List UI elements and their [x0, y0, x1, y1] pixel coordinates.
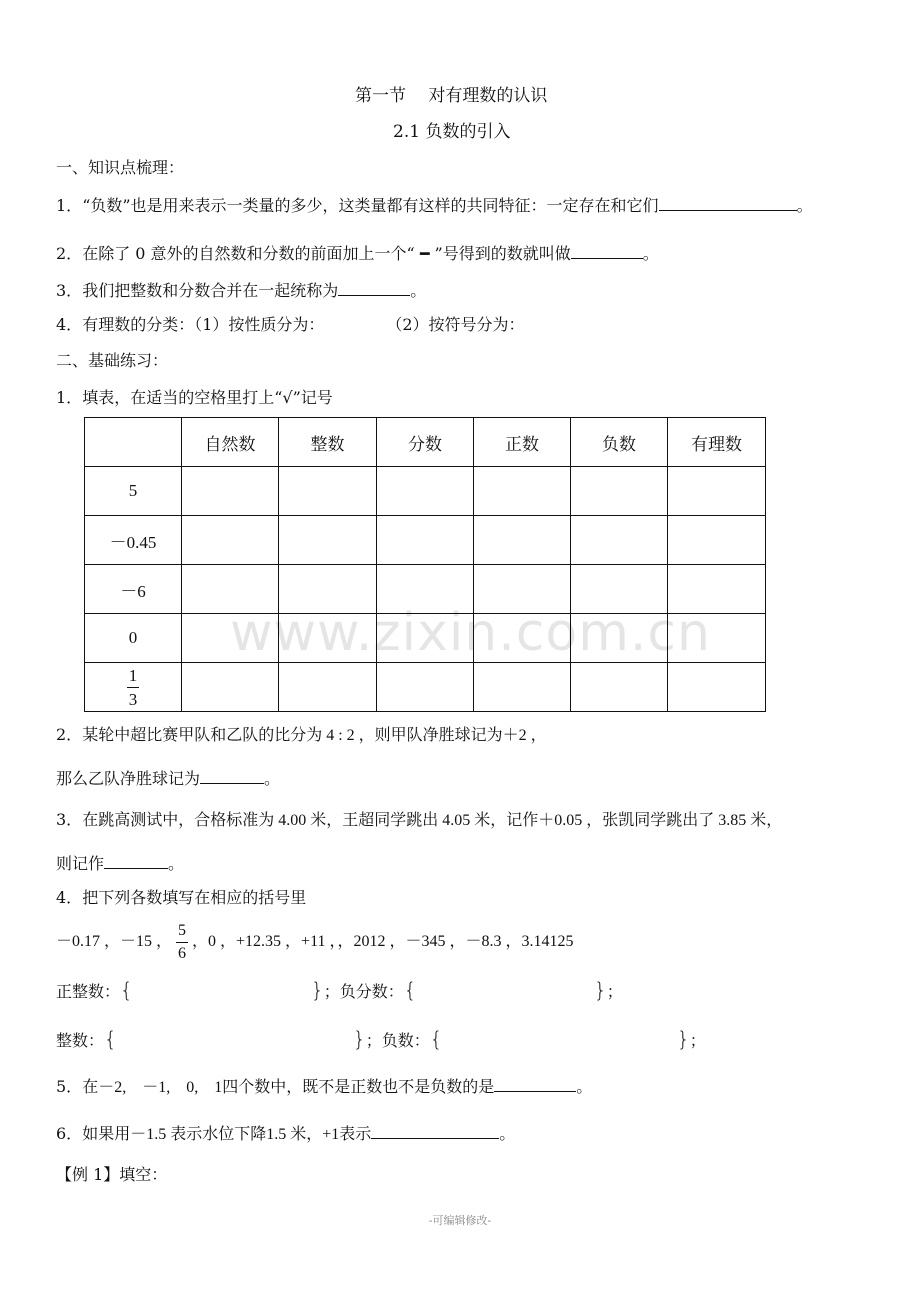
example-heading: 【例 1】填空： [56, 1165, 168, 1184]
s1-q1-blank[interactable] [659, 196, 797, 211]
s2-q4: 4．把下列各数填写在相应的括号里 [56, 888, 307, 907]
s2-q3: 3．在跳高测试中，合格标准为 4.00 米，王超同学跳出 4.05 米，记作＋0.05 ，张凯同学跳出了 3.85 米， [56, 810, 783, 829]
answer-cell[interactable] [182, 663, 279, 712]
s2-q3-line2: 则记作 。 [56, 854, 185, 873]
s2-q6: 6．如果用－1.5 表示水位下降1.5 米，+1表示 。 [56, 1124, 516, 1143]
section2-heading: 二、基础练习： [56, 351, 169, 370]
answer-cell[interactable] [279, 663, 377, 712]
answer-cell[interactable] [377, 467, 474, 516]
s1-q1: 1．“负数”也是用来表示一类量的多少，这类量都有这样的共同特征：一定存在和它们 。 [56, 196, 813, 215]
positive-integers-label: 正整数：{ [56, 978, 133, 1002]
s2-q4-numbers: －0.17 ，－15 ， $\frac{5}{6}$ ，0 ，+12.35 ，+11 ，，2012 ，－345 ，－8.3 ，3.14125 [56, 921, 574, 962]
section1-heading: 一、知识点梳理： [56, 158, 185, 177]
answer-cell[interactable] [474, 663, 571, 712]
answer-cell[interactable] [377, 663, 474, 712]
row-label-fraction: $\frac{1}{3}$ [85, 663, 182, 712]
page-title: 第一节 对有理数的认识 [355, 86, 548, 106]
answer-cell[interactable] [279, 467, 377, 516]
answer-cell[interactable] [668, 663, 766, 712]
answer-cell[interactable] [571, 663, 668, 712]
answer-cell[interactable] [668, 516, 766, 565]
table-header-cell [85, 418, 182, 467]
table-header-cell: 自然数 [182, 418, 279, 467]
s1-q2: 2．在除了 0 意外的自然数和分数的前面加上一个“ ━ ”号得到的数就叫做 。 [56, 244, 659, 263]
s1-q4: 4．有理数的分类：（1）按性质分为： （2）按符号分为： [56, 315, 525, 334]
table-row [85, 663, 766, 712]
page-footer: -可编辑修改- [428, 1214, 492, 1227]
answer-cell[interactable] [474, 516, 571, 565]
s2-q2-line2: 那么乙队净胜球记为 。 [56, 769, 281, 788]
s2-q3-blank[interactable] [104, 854, 168, 869]
s2-q5: 5．在－2, －1, 0, 1四个数中，既不是正数也不是负数的是 。 [56, 1077, 593, 1096]
table-header-cell: 整数 [279, 418, 377, 467]
table-header-cell: 分数 [377, 418, 474, 467]
answer-cell[interactable] [377, 516, 474, 565]
answer-cell[interactable] [182, 516, 279, 565]
row-label: 0 [85, 614, 182, 663]
watermark: www.zixin.com.cn [230, 603, 711, 663]
table-header-cell: 有理数 [668, 418, 766, 467]
s1-q3: 3．我们把整数和分数合并在一起统称为 。 [56, 281, 427, 300]
negative-fractions-close: }； [594, 978, 623, 1002]
answer-cell[interactable] [571, 467, 668, 516]
fraction-5-6: $\frac{5}{6}$ [178, 921, 187, 962]
negatives-close: }； [677, 1027, 706, 1051]
classification-table [84, 417, 766, 712]
row-label: －0.45 [85, 516, 182, 565]
table-header-cell: 负数 [571, 418, 668, 467]
answer-cell[interactable] [668, 467, 766, 516]
answer-cell[interactable] [279, 516, 377, 565]
s2-q1: 1．填表，在适当的空格里打上“√”记号 [56, 388, 333, 407]
s2-q6-blank[interactable] [371, 1124, 499, 1139]
s2-q2-blank[interactable] [200, 769, 264, 784]
s1-q3-blank[interactable] [338, 281, 410, 296]
table-row [85, 467, 766, 516]
table-header-row [85, 418, 766, 467]
negatives-label: }；负数：{ [353, 1027, 443, 1051]
answer-cell[interactable] [571, 516, 668, 565]
integers-label: 整数：{ [56, 1027, 117, 1051]
table-row [85, 516, 766, 565]
s1-q2-blank[interactable] [571, 244, 643, 259]
answer-cell[interactable] [474, 467, 571, 516]
answer-cell[interactable] [182, 467, 279, 516]
s2-q2: 2．某轮中超比赛甲队和乙队的比分为 4 : 2 ，则甲队净胜球记为＋2 ， [56, 725, 547, 744]
table-header-cell: 正数 [474, 418, 571, 467]
s2-q5-blank[interactable] [494, 1077, 576, 1092]
page-subtitle: 2.1 负数的引入 [393, 122, 511, 142]
row-label: 5 [85, 467, 182, 516]
row-label: －6 [85, 565, 182, 614]
negative-fractions-label: }；负分数：{ [311, 978, 417, 1002]
